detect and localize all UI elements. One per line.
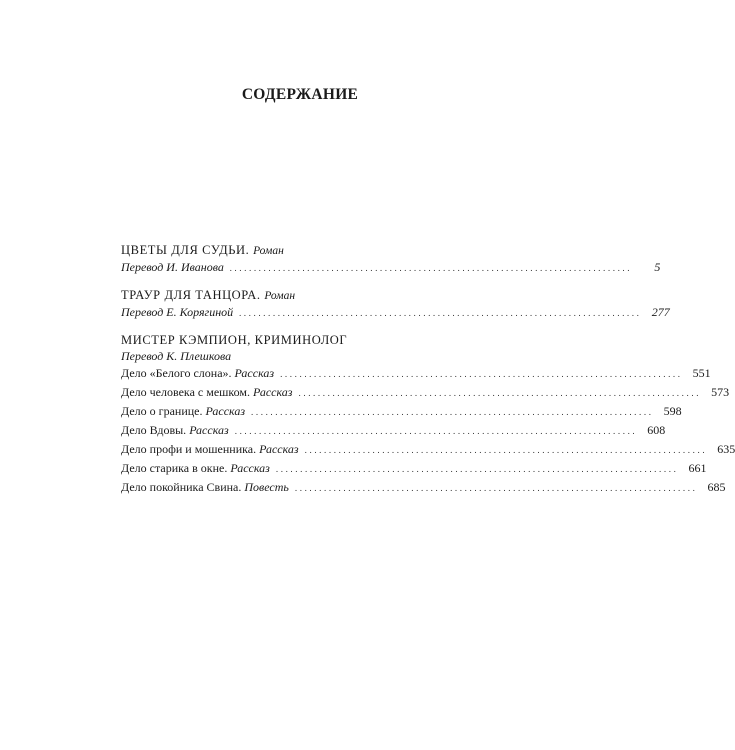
dot-leader: ................................................................................... (280, 369, 683, 379)
story-title: Дело Вдовы. (121, 423, 187, 437)
page-number: 598 (663, 404, 682, 418)
story-label (121, 364, 274, 382)
story-genre: Повесть (244, 480, 289, 494)
work-title: ЦВЕТЫ ДЛЯ СУДЬИ. (121, 243, 250, 257)
dot-leader: ................................................................................... (239, 308, 642, 318)
page-title: СОДЕРЖАНИЕ (241, 86, 359, 103)
story-genre: Рассказ (234, 366, 275, 380)
translator-credit: Перевод И. Иванова (121, 260, 224, 274)
story-title: Дело старика в окне. (121, 461, 228, 475)
story-label (121, 402, 245, 420)
story-entry (121, 478, 726, 497)
story-entry (121, 421, 666, 440)
story-genre: Рассказ (205, 404, 246, 418)
story-entry (121, 383, 730, 402)
story-genre: Рассказ (252, 385, 293, 399)
page-number: 277 (651, 305, 670, 319)
work-title-line (121, 332, 495, 348)
story-title: Дело профи и мошенника. (121, 442, 257, 456)
story-label (121, 459, 270, 477)
story-title: Дело «Белого слона». (121, 366, 232, 380)
work-title: ТРАУР ДЛЯ ТАНЦОРА. (121, 288, 261, 302)
story-label (121, 421, 229, 439)
story-label (121, 383, 293, 401)
page-number: 608 (647, 423, 666, 437)
story-title: Дело человека с мешком. (121, 385, 250, 399)
page-number: 685 (707, 480, 726, 494)
page-number: 635 (717, 442, 735, 456)
dot-leader: ................................................................................... (304, 445, 708, 455)
work-genre: Роман (253, 245, 284, 257)
story-title: Дело о границе. (121, 404, 203, 418)
story-entry (121, 364, 711, 383)
translator-credit: Перевод Е. Корягиной (121, 305, 234, 319)
work-genre: Роман (264, 290, 296, 302)
dot-leader: ................................................................................... (234, 426, 638, 436)
dot-leader: ................................................................................... (251, 407, 654, 417)
toc-entry-flowers-for-the-judge (121, 242, 661, 276)
story-entry (121, 459, 707, 478)
story-label (121, 440, 299, 458)
translator-line (121, 259, 661, 276)
work-title-line (121, 287, 495, 304)
dot-leader: ................................................................................... (294, 483, 698, 493)
toc-entry-dancers-in-mourning (121, 287, 670, 321)
work-title-line (121, 242, 495, 259)
dot-leader: ................................................................................... (275, 464, 679, 474)
story-genre: Рассказ (189, 423, 229, 437)
story-genre: Рассказ (230, 461, 270, 475)
story-entry (121, 402, 682, 421)
page-number: 661 (688, 461, 707, 475)
page-number: 551 (692, 366, 711, 380)
dot-leader: ................................................................................... (298, 388, 702, 398)
toc-entry-mr-campion-criminologist (121, 332, 735, 497)
translator-line (121, 304, 670, 321)
page-number: 5 (654, 260, 661, 274)
table-of-contents (121, 242, 735, 508)
story-entry (121, 440, 735, 459)
story-label (121, 478, 289, 496)
page-number: 573 (711, 385, 730, 399)
translator-credit: Перевод К. Плешкова (121, 349, 232, 363)
work-title: МИСТЕР КЭМПИОН, КРИМИНОЛОГ (121, 333, 348, 347)
story-title: Дело покойника Свина. (121, 480, 242, 494)
story-genre: Рассказ (259, 442, 299, 456)
dot-leader: ................................................................................... (229, 263, 633, 273)
